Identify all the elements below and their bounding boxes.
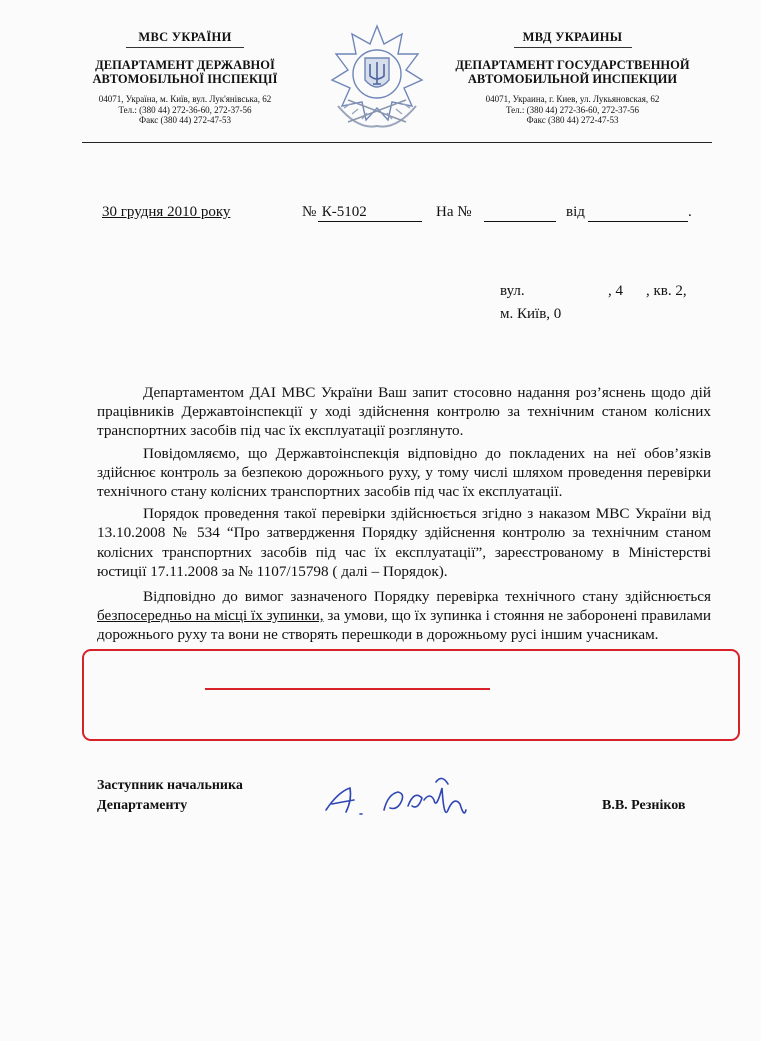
address: 04071, Украина, г. Киев, ул. Лукьяновская, 62: [485, 94, 660, 104]
handwritten-signature: [318, 770, 493, 832]
paragraph-4-end: за умови, що їх зупинка і стояння не заборонені правилами дорожнього руху та вони не створять перешкоди в дорожньому русі іншим учасникам.: [97, 607, 711, 644]
signatory-title: [97, 776, 243, 816]
signatory-name: В.В. Резніков: [602, 798, 686, 813]
paragraph-1: Департаментом ДАІ МВС України Ваш запит стосовно надання роз’яснень щодо дій працівників Державтоінспекції у ході здійснення контролю за технічним станом колісних транспортних засобів під час їх експлуатації розглянуто.: [97, 384, 711, 440]
department-line-2: АВТОМОБИЛЬНОЙ ИНСПЕКЦИИ: [467, 72, 678, 86]
fax: Факс (380 44) 272-47-53: [526, 115, 619, 125]
police-emblem-icon: [318, 22, 436, 138]
highlight-box: [82, 649, 740, 741]
signatory-title-line-1: Заступник начальника: [97, 778, 243, 793]
paragraph-4-emphasis: безпосередньо на місці їх зупинки,: [97, 607, 324, 625]
apartment: , кв. 2,: [646, 283, 687, 299]
paragraph-4-start: Відповідно до вимог зазначеного Порядку перевірка технічного стану здійснюється: [143, 588, 711, 606]
paragraph-3: Порядок проведення такої перевірки здійснюється згідно з наказом МВС України від 13.10.2008 № 534 “Про затвердження Порядку здійснення контролю за технічним станом колісних транспортних засобів під час їх експлуатації”, зареєстрованому в Міністерстві юстиції 17.11.2008 за № 1107/15798 ( далі – Порядок).: [97, 505, 711, 580]
address: 04071, Україна, м. Київ, вул. Лук'янівська, 62: [98, 94, 272, 104]
from-dot: .: [688, 204, 692, 220]
reference-blank: [484, 204, 556, 222]
from-blank: [588, 204, 688, 222]
phone: Тел.: (380 44) 272-36-60, 272-37-56: [118, 104, 252, 115]
letter-date: 30 грудня 2010 року: [102, 204, 231, 220]
paragraph-4: [97, 587, 711, 645]
ministry-name-ua: МВС УКРАЇНИ: [138, 30, 232, 44]
addressee: [500, 280, 720, 326]
phone: Тел.: (380 44) 272-36-60, 272-37-56: [505, 104, 640, 115]
header-right: [440, 30, 705, 126]
department-line-1: ДЕПАРТАМЕНТ ГОСУДАРСТВЕННОЙ: [455, 58, 690, 72]
house-number: , 4: [608, 283, 623, 299]
city: м. Київ, 0: [500, 306, 562, 322]
emphasis-red-underline: [205, 688, 490, 690]
ministry-name-ru: МВД УКРАИНЫ: [522, 30, 623, 44]
department-line-1: ДЕПАРТАМЕНТ ДЕРЖАВНОЇ: [95, 58, 275, 72]
paragraph-2: Повідомляємо, що Державтоінспекція відповідно до покладених на неї обов’язків здійснює контроль за безпекою дорожнього руху, у тому числі шляхом проведення перевірки технічного стану колісних транспортних засобів під час їх експлуатації.: [97, 444, 711, 501]
number-label: №: [302, 204, 317, 220]
signatory-title-line-2: Департаменту: [97, 798, 188, 813]
letter-number-value: К-5102: [321, 204, 367, 220]
header-left: [60, 30, 310, 126]
header-rule: [82, 142, 712, 143]
from-label: від: [566, 204, 585, 220]
letter-number: [318, 204, 422, 222]
fax: Факс (380 44) 272-47-53: [139, 115, 231, 125]
department-line-2: АВТОМОБІЛЬНОЇ ІНСПЕКЦІЇ: [92, 72, 278, 86]
letter-body: [97, 383, 711, 645]
reference-label: На №: [436, 204, 472, 220]
registration-line: [96, 204, 716, 226]
street-label: вул.: [500, 283, 525, 299]
